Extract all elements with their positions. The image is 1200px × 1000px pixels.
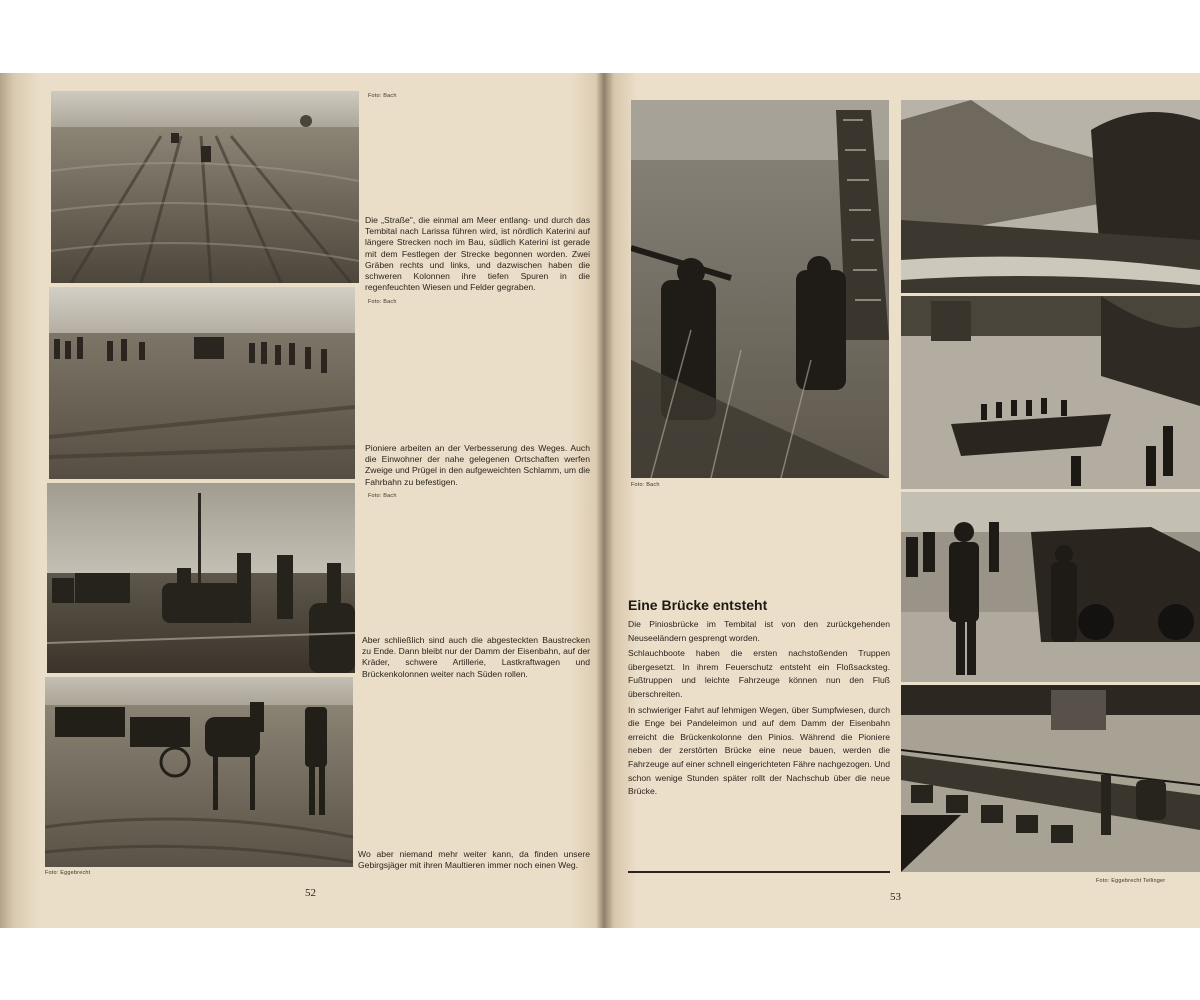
article-heading: Eine Brücke entsteht [628, 597, 768, 613]
photo-vehicles-embankment [47, 483, 355, 673]
photo-muddy-road [51, 91, 359, 283]
page-number: 52 [305, 887, 316, 899]
footer-rule [628, 871, 890, 873]
photo-credit: Foto: Bach [631, 482, 660, 488]
photo-bridge-construction [631, 100, 889, 478]
photo-new-bridge [901, 685, 1200, 872]
photo-ferry-vehicle [901, 492, 1200, 682]
photo-credit: Foto: Eggebrecht [45, 870, 91, 876]
page-number: 53 [890, 891, 901, 903]
caption-road: Die „Straße", die einmal am Meer entlang- und durch das Tembital nach Larissa führen wird, ist nördlich Katerini auf längere Strecken noch im Bau, südlich Katerini ist gerade mit dem Festlegen der Strecke begonnen worden. Zwei Gräben rechts und links, und dazwischen haben die schweren Kolonnen ihre tiefen Spuren in die regenfeuchten Wiesen und Felder gegraben. [365, 215, 590, 293]
book-spread [0, 73, 1200, 928]
photo-mule-column [45, 677, 353, 867]
left-page [0, 73, 604, 928]
article-paragraph: Die Piniosbrücke im Tembital ist von den zurückgehenden Neuseeländern gesprengt worden. [628, 619, 890, 643]
photo-pioneers-working [49, 287, 355, 479]
article-paragraph: In schwieriger Fahrt auf lehmigen Wegen, über Sumpfwiesen, durch die Enge bei Pandeleimon und auf dem Damm der Eisenbahn erreicht die Brückenkolonne den Pinios. Während die Pioniere neben der zerstörten Brücke eine neue bauen, werden die Fahrzeuge auf einer schnell eingerichteten Fähre nachgezogen. Und schon wenige Stunden später rollt der Nachschub über die neue Brücke. [628, 704, 890, 797]
photo-credit: Foto: Eggebrecht Tellinger [1096, 878, 1166, 884]
right-page [604, 73, 1200, 928]
photo-credit: Foto: Bach [368, 299, 397, 305]
article-body [628, 618, 890, 801]
photo-valley-river [901, 100, 1200, 293]
photo-credit: Foto: Bach [368, 93, 397, 99]
photo-ferry-crossing [901, 296, 1200, 489]
caption-embankment: Aber schließlich sind auch die abgesteckten Baustrecken zu Ende. Dann bleibt nur der Damm der Eisenbahn, auf der Kräder, schwere Artillerie, Lastkraftwagen und Brückenkolonnen weiter nach Süden rollen. [362, 635, 590, 679]
caption-mules: Wo aber niemand mehr weiter kann, da finden unsere Gebirgsjäger mit ihren Maultieren immer noch einen Weg. [358, 849, 590, 871]
article-paragraph: Schlauchboote haben die ersten nachstoßenden Truppen übergesetzt. In ihrem Feuerschutz entsteht ein Floßsacksteg. Fußtruppen und leichte Fahrzeuge können nun den Fluß überschreiten. [628, 648, 890, 699]
caption-pioneers: Pioniere arbeiten an der Verbesserung des Weges. Auch die Einwohner der nahe gelegenen Ortschaften werfen Zweige und Prügel in den aufgeweichten Schlamm, um die Fahrbahn zu befestigen. [365, 443, 590, 487]
photo-credit: Foto: Bach [368, 493, 397, 499]
